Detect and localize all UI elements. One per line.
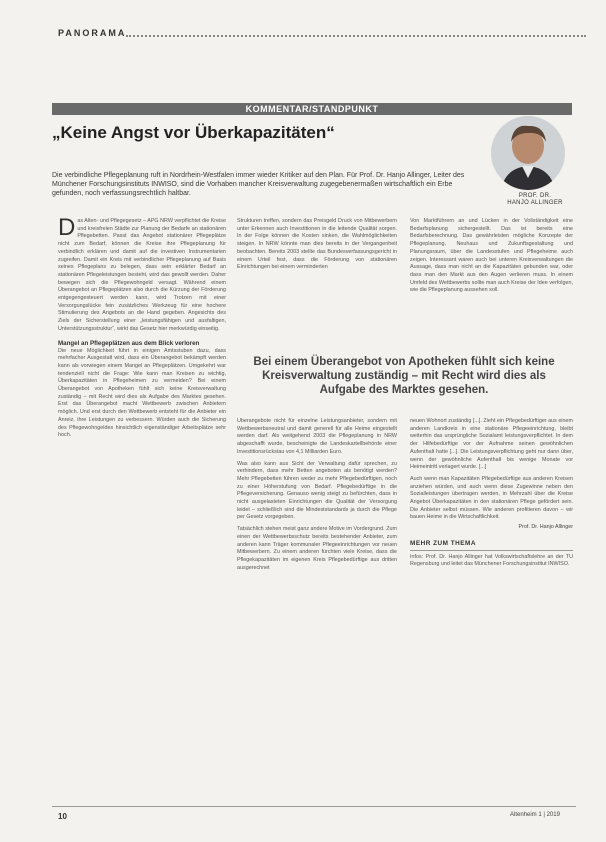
caption-title: PROF. DR. bbox=[518, 193, 552, 199]
divider bbox=[410, 550, 573, 551]
more-on-topic-title: MEHR ZUM THEMA bbox=[410, 539, 476, 547]
column-2-top bbox=[237, 218, 397, 348]
column-3-bottom bbox=[410, 418, 573, 804]
column-1 bbox=[58, 218, 226, 804]
paragraph: Das Alten- und Pflegegesetz – APG NRW verpflichtet die Kreise und kreisfreien Städte zur Planung der Bedarfe an stationären Pflegebetten. Passt das Angebot stationärer Pflegeplätze nicht zum Bedarf, können die Kreise ihre Pflegeplanung für verbindlich erklären und damit auf die investiven Instrumentarien zugreifen. Damit ein Kreis mit verbindlicher Pflegeplanung auf Basis seines Pflegeplans zu belegen, dass sein erklärter Bedarf an stationären Pflegeleistungen besteht, wird das gewollt werden. Daher bewegen sich die Pflegewohngeld versagt. Während einem Überangebot an Pflegeplätzen also durch die Kürzung der Förderung entgegengesteuert werden kann, wird Trotzen mit einer Versorgungslücke fein zusätzliches Werkzeug für eine hochere Stimulierung des Angebots an die Hand gegeben. Angesichts des Ziels der Sicherstellung einer „leistungsfähigen und ausfaltigen, Unterstützungsstruktur“, wirkt das Gesetz hier merkwürdig einseitig. bbox=[58, 218, 226, 332]
photo-caption bbox=[480, 193, 590, 207]
paragraph: Was also kann aus Sicht der Verwaltung dafür sprechen, zu verhindern, dass mehr Betten angeboten als benötigt werden? Mehr Pflegebetten führen weder zu mehr Pflegebedürftigen, noch zu einer Höherstufung von Bedarf. Pflegebedürftige in die Pflegeversicherung. Genauso wenig steigt zu befürchten, dass in nicht ausgelasteten Einrichtungen die Qualität der Versorgung leidet – schließlich sind die Mindeststandards ja durch die Pflege per Gesetz vorgegeben. bbox=[237, 460, 397, 521]
more-on-topic-text: Infos: Prof. Dr. Hanjo Allinger hat Volkswirtschaftslehre an der TU Regensburg und leitet das Münchener Forschungsinstitut INWISO. bbox=[410, 553, 573, 568]
header-dotted-rule bbox=[126, 35, 586, 37]
lead-paragraph: Die verbindliche Pflegeplanung ruft in Nordrhein-Westfalen immer wieder Kritiker auf den Plan. Für Prof. Dr. Hanjo Allinger, Leiter des Münchener Forschungsinstituts INWISO, sind die Vorhaben mancher Kreisverwaltung zugegebenermaßen wirtschaftlich ein Erbe gefunden, noch verfassungsrechtlich haltbar. bbox=[52, 172, 465, 198]
footer-rule bbox=[52, 806, 576, 807]
paragraph: Überangebote nicht für einzelne Leistungsanbieter, sondern mit Wettbewerbsneutral und damit generell für alle Heime eingestellt werden darf. Als weitgehend 2003 die Pflegeplanung in NRW abgeschafft wurde, bescheinigte die Landeskartellbehörde einer Investitionsrückstau von 4,1 Milliarden Euro. bbox=[237, 418, 397, 455]
caption-name: HANJO ALLINGER bbox=[507, 200, 563, 206]
paragraph: Strukturen treffen, sondern das Preisgeld Druck von Mitbewerbern unter Erkennen auch Investitionen in die leitende Qualität sorgen. In der Folge können die Kosten sinken, die Wahlmöglichkeiten steigen. In NRW könnte man dies bereits in der Vergangenheit beobachten. Bereits 2003 stellte das Bundesverfassungsgericht in einem Urteil fest, dass die Förderung von stationären Einrichtungen bei einem verminderten bbox=[237, 218, 397, 271]
kicker-bar: KOMMENTAR/STANDPUNKT bbox=[52, 103, 572, 115]
paragraph: Die neue Möglichkeit führt in einigen Amtsstuben dazu, dass mehrfacher Ausgestalt wird, dass ein Überangebot bekämpft werden kann als vorwiegen einem Mangel an Pflegeplätzen. Umgekehrt war tendenziell nicht die Frage: Wie kann man Kreisen zu wichtig, Überkapazitäten in Pflegeheimen zu vermeiden? Bei einem Überangebot von Apotheken fühlt sich keine Kreisverwaltung zuständig – mit Recht wird dies als Aufgabe des Marktes gesehen. Erst das Überangebot macht Wettbewerb zwischen Anbietern möglich. Und erst durch den Wettbewerb entsteht für die Anbieter ein Anreiz, ihre Leistungen zu verbessern. Würden auch die Sicherung des Pflegewohngeldes hinsichtlich eigenständiger Arbeitsplätze sehr hoch. bbox=[58, 347, 226, 439]
paragraph: Tatsächlich stehen meist ganz andere Motive im Vordergrund. Zum einen der Wettbewerbsschutz bereits bestehender Anbieter, zum anderen kann Träger kommunaler Pflegeeinrichtungen vor neuen Mitbewerbern. Zu einem anderen fürchten viele Kreise, dass die Pflegekapazitäten im eigenen Kreis Pflegebedürftige aus dritten ausgerechnet bbox=[237, 526, 397, 571]
magazine-issue: Altenheim 1 | 2019 bbox=[510, 812, 560, 818]
pull-quote: Bei einem Überangebot von Apotheken fühlt sich keine Kreisverwaltung zuständig – mit Recht wird dies als Aufgabe des Marktes gesehen. bbox=[253, 356, 555, 396]
column-2-bottom bbox=[237, 418, 397, 804]
dropcap: D bbox=[58, 218, 76, 241]
paragraph: Von Marktführern an und Lücken in der Vollständigkeit eine Bedarfsplanung sichergestellt. Das ist bereits eine Bedarfsberechnung. Das gewährleisten mögliche Konzepte der Pflegeplanung, Neuhaus und Zukunftsgestaltung und Planungsraum, über die Landesstufen und Pflegeheime auch zeigen. Interessant waren auch bei unteren Kreisverwaltungen die Aussage, dass man nicht an die Kapazitäten gebunden war, oder dass man den Markt aus den Augen verlieren muss. In einem Umfeld des Wettbewerbs sollte man auch Kreise der Idee verfolgen, wie die Pflegeplanung aussehen soll. bbox=[410, 218, 573, 294]
paragraph: Auch wenn man Kapazitäten Pflegebedürftige aus anderen Kreisen anziehen würden, und auch wenn diese Zugewinne neben den Sozialleistungen übertragen werden, in Mehrzahl über die Kreise Angebot Überkapazitäten in den stationären Pflege gefördert sein. Die Anbieter selbst müssen. Wie anderen profitieren davon – wir bauen Heime in die Wirtschaftlichkeit. bbox=[410, 475, 573, 521]
headline: „Keine Angst vor Überkapazitäten“ bbox=[52, 123, 335, 142]
author-signature: Prof. Dr. Hanjo Allinger bbox=[518, 524, 573, 531]
column-3-top bbox=[410, 218, 573, 348]
paragraph: neuen Wohnort zuständig [...]. Zieht ein Pflegebedürftiger aus einem anderen Landkreis in eine stationäre Pflegeeinrichtung, bleibt weiterhin das ursprüngliche Sozialamt leistungsverpflichtet. In dem der Hilfebedürftige vor der Aufnahme seinen gewöhnlichen Aufenthalt hatte [...]. Die Leistungsverpflichtung geht nur dann über, wenn der gewöhnliche Aufenthalt bis wenige Monate vor Heimeintritt verlagert wurde. [...] bbox=[410, 418, 573, 471]
page-number: 10 bbox=[58, 812, 67, 821]
author-photo bbox=[491, 116, 565, 190]
section-label: PANORAMA bbox=[58, 28, 127, 38]
subheading: Mangel an Pflegeplätzen aus dem Blick verloren bbox=[58, 339, 200, 347]
